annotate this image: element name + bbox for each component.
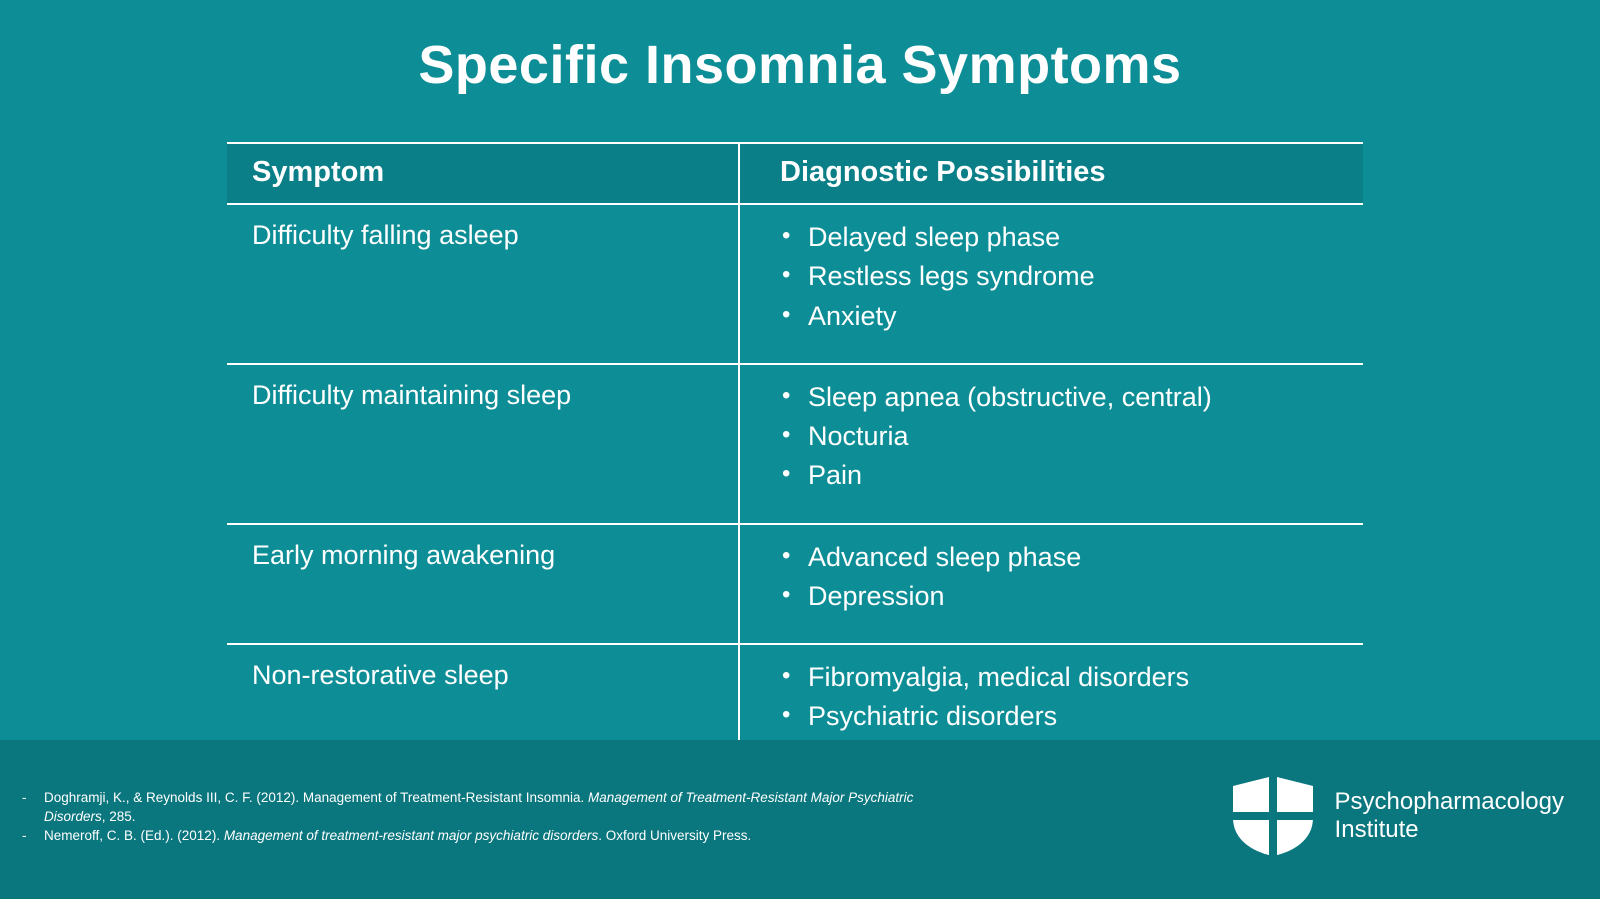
reference-bullet: - xyxy=(22,790,27,805)
reference-text-italic: Management of treatment-resistant major psychiatric disorders xyxy=(223,828,599,844)
diagnostic-list xyxy=(778,379,1363,495)
footer xyxy=(0,740,1600,899)
column-header-symptom: Symptom xyxy=(227,143,739,204)
diagnostic-cell xyxy=(739,364,1363,524)
list-item: • Restless legs syndrome xyxy=(778,258,1363,295)
table-row xyxy=(227,204,1363,364)
symptom-cell: Difficulty maintaining sleep xyxy=(227,364,739,524)
reference-item xyxy=(22,826,922,845)
brand-name xyxy=(1335,788,1564,845)
list-item: • Depression xyxy=(778,578,1363,615)
symptom-table-container xyxy=(227,142,1363,805)
symptom-cell: Early morning awakening xyxy=(227,524,739,645)
brand-name-line1: Psychopharmacology xyxy=(1334,787,1564,815)
table-row xyxy=(227,364,1363,524)
symptom-table xyxy=(227,142,1363,805)
reference-bullet: - xyxy=(22,828,27,844)
column-header-diagnostic-possibilities: Diagnostic Possibilities xyxy=(739,143,1363,204)
symptom-cell: Difficulty falling asleep xyxy=(227,204,739,364)
table-header-row xyxy=(227,143,1363,204)
reference-text xyxy=(44,788,922,826)
brand-name-line2: Institute xyxy=(1334,816,1419,843)
reference-text-part2: . Oxford University Press. xyxy=(598,828,752,844)
reference-text-part2: , 285. xyxy=(101,809,136,825)
list-item: • Anxiety xyxy=(778,298,1363,335)
diagnostic-cell xyxy=(739,524,1363,645)
list-item: • Pain xyxy=(778,457,1363,494)
diagnostic-cell xyxy=(739,204,1363,364)
brand-logo xyxy=(1229,774,1564,858)
list-item: • Nocturia xyxy=(778,418,1363,455)
diagnostic-list xyxy=(778,219,1363,335)
reference-text-italic: Management of Treatment-Resistant Major Psychiatric Disorders xyxy=(44,790,914,825)
reference-text-part1: Doghramji, K., & Reynolds III, C. F. (2012). Management of Treatment-Resistant Insomnia. xyxy=(44,790,588,805)
symptom-cell: Non-restorative sleep xyxy=(227,644,739,804)
list-item: • Delayed sleep phase xyxy=(778,219,1363,256)
reference-text xyxy=(44,826,922,845)
page-title: Specific Insomnia Symptoms xyxy=(418,35,1182,95)
list-item: • Sleep apnea (obstructive, central) xyxy=(778,379,1363,416)
list-item: • Fibromyalgia, medical disorders xyxy=(778,659,1363,696)
list-item: • Psychiatric disorders xyxy=(778,698,1363,735)
reference-text-part1: Nemeroff, C. B. (Ed.). (2012). xyxy=(44,828,224,844)
reference-item xyxy=(22,788,922,826)
shield-icon xyxy=(1229,774,1317,858)
diagnostic-list xyxy=(778,539,1363,616)
table-row xyxy=(227,524,1363,645)
list-item: • Advanced sleep phase xyxy=(778,539,1363,576)
references xyxy=(22,788,922,845)
